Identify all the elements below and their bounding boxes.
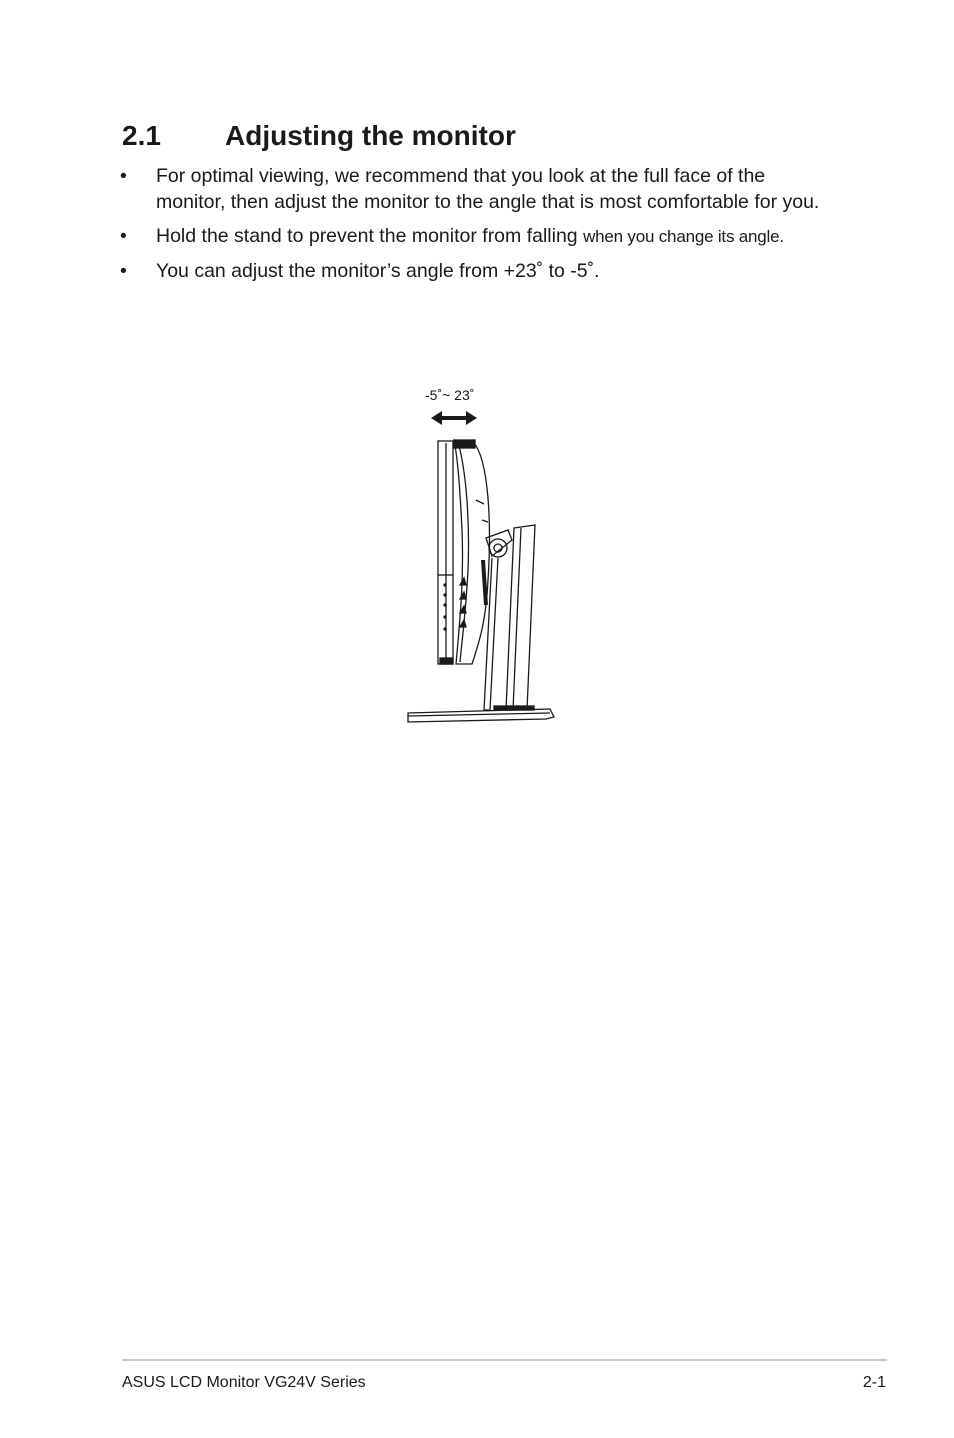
bullet-list (118, 163, 838, 292)
monitor-tilted-icon (454, 440, 489, 664)
footer-document-title: ASUS LCD Monitor VG24V Series (122, 1374, 366, 1391)
section-title: Adjusting the monitor (225, 120, 516, 151)
section-number: 2.1 (122, 120, 161, 151)
tilt-range-label: -5˚~ 23˚ (425, 387, 475, 403)
bullet-item (118, 163, 838, 215)
base-icon (408, 706, 554, 722)
monitor-upright-icon (438, 441, 453, 664)
bullet-text: Hold the stand to prevent the monitor from falling (156, 225, 584, 247)
stand-icon (484, 525, 535, 710)
bullet-marker: • (120, 225, 127, 247)
monitor-side-view-illustration (400, 380, 560, 730)
bullet-marker: • (120, 260, 127, 282)
tilt-arrow-icon (431, 411, 477, 425)
section-heading (122, 116, 516, 156)
bullet-item (118, 223, 838, 250)
bullet-marker: • (120, 165, 127, 187)
bullet-text: You can adjust the monitor’s angle from +23˚ to -5˚. (156, 260, 600, 282)
bullet-item (118, 258, 838, 284)
bullet-text-small: when you change its angle. (583, 227, 784, 246)
footer-divider (122, 1359, 887, 1361)
monitor-tilt-figure (400, 380, 560, 730)
bullet-text: For optimal viewing, we recommend that you look at the full face of the monitor, then adjust the monitor to the angle that is most comfortable for you. (156, 165, 820, 213)
footer-page-number: 2-1 (862, 1374, 886, 1391)
